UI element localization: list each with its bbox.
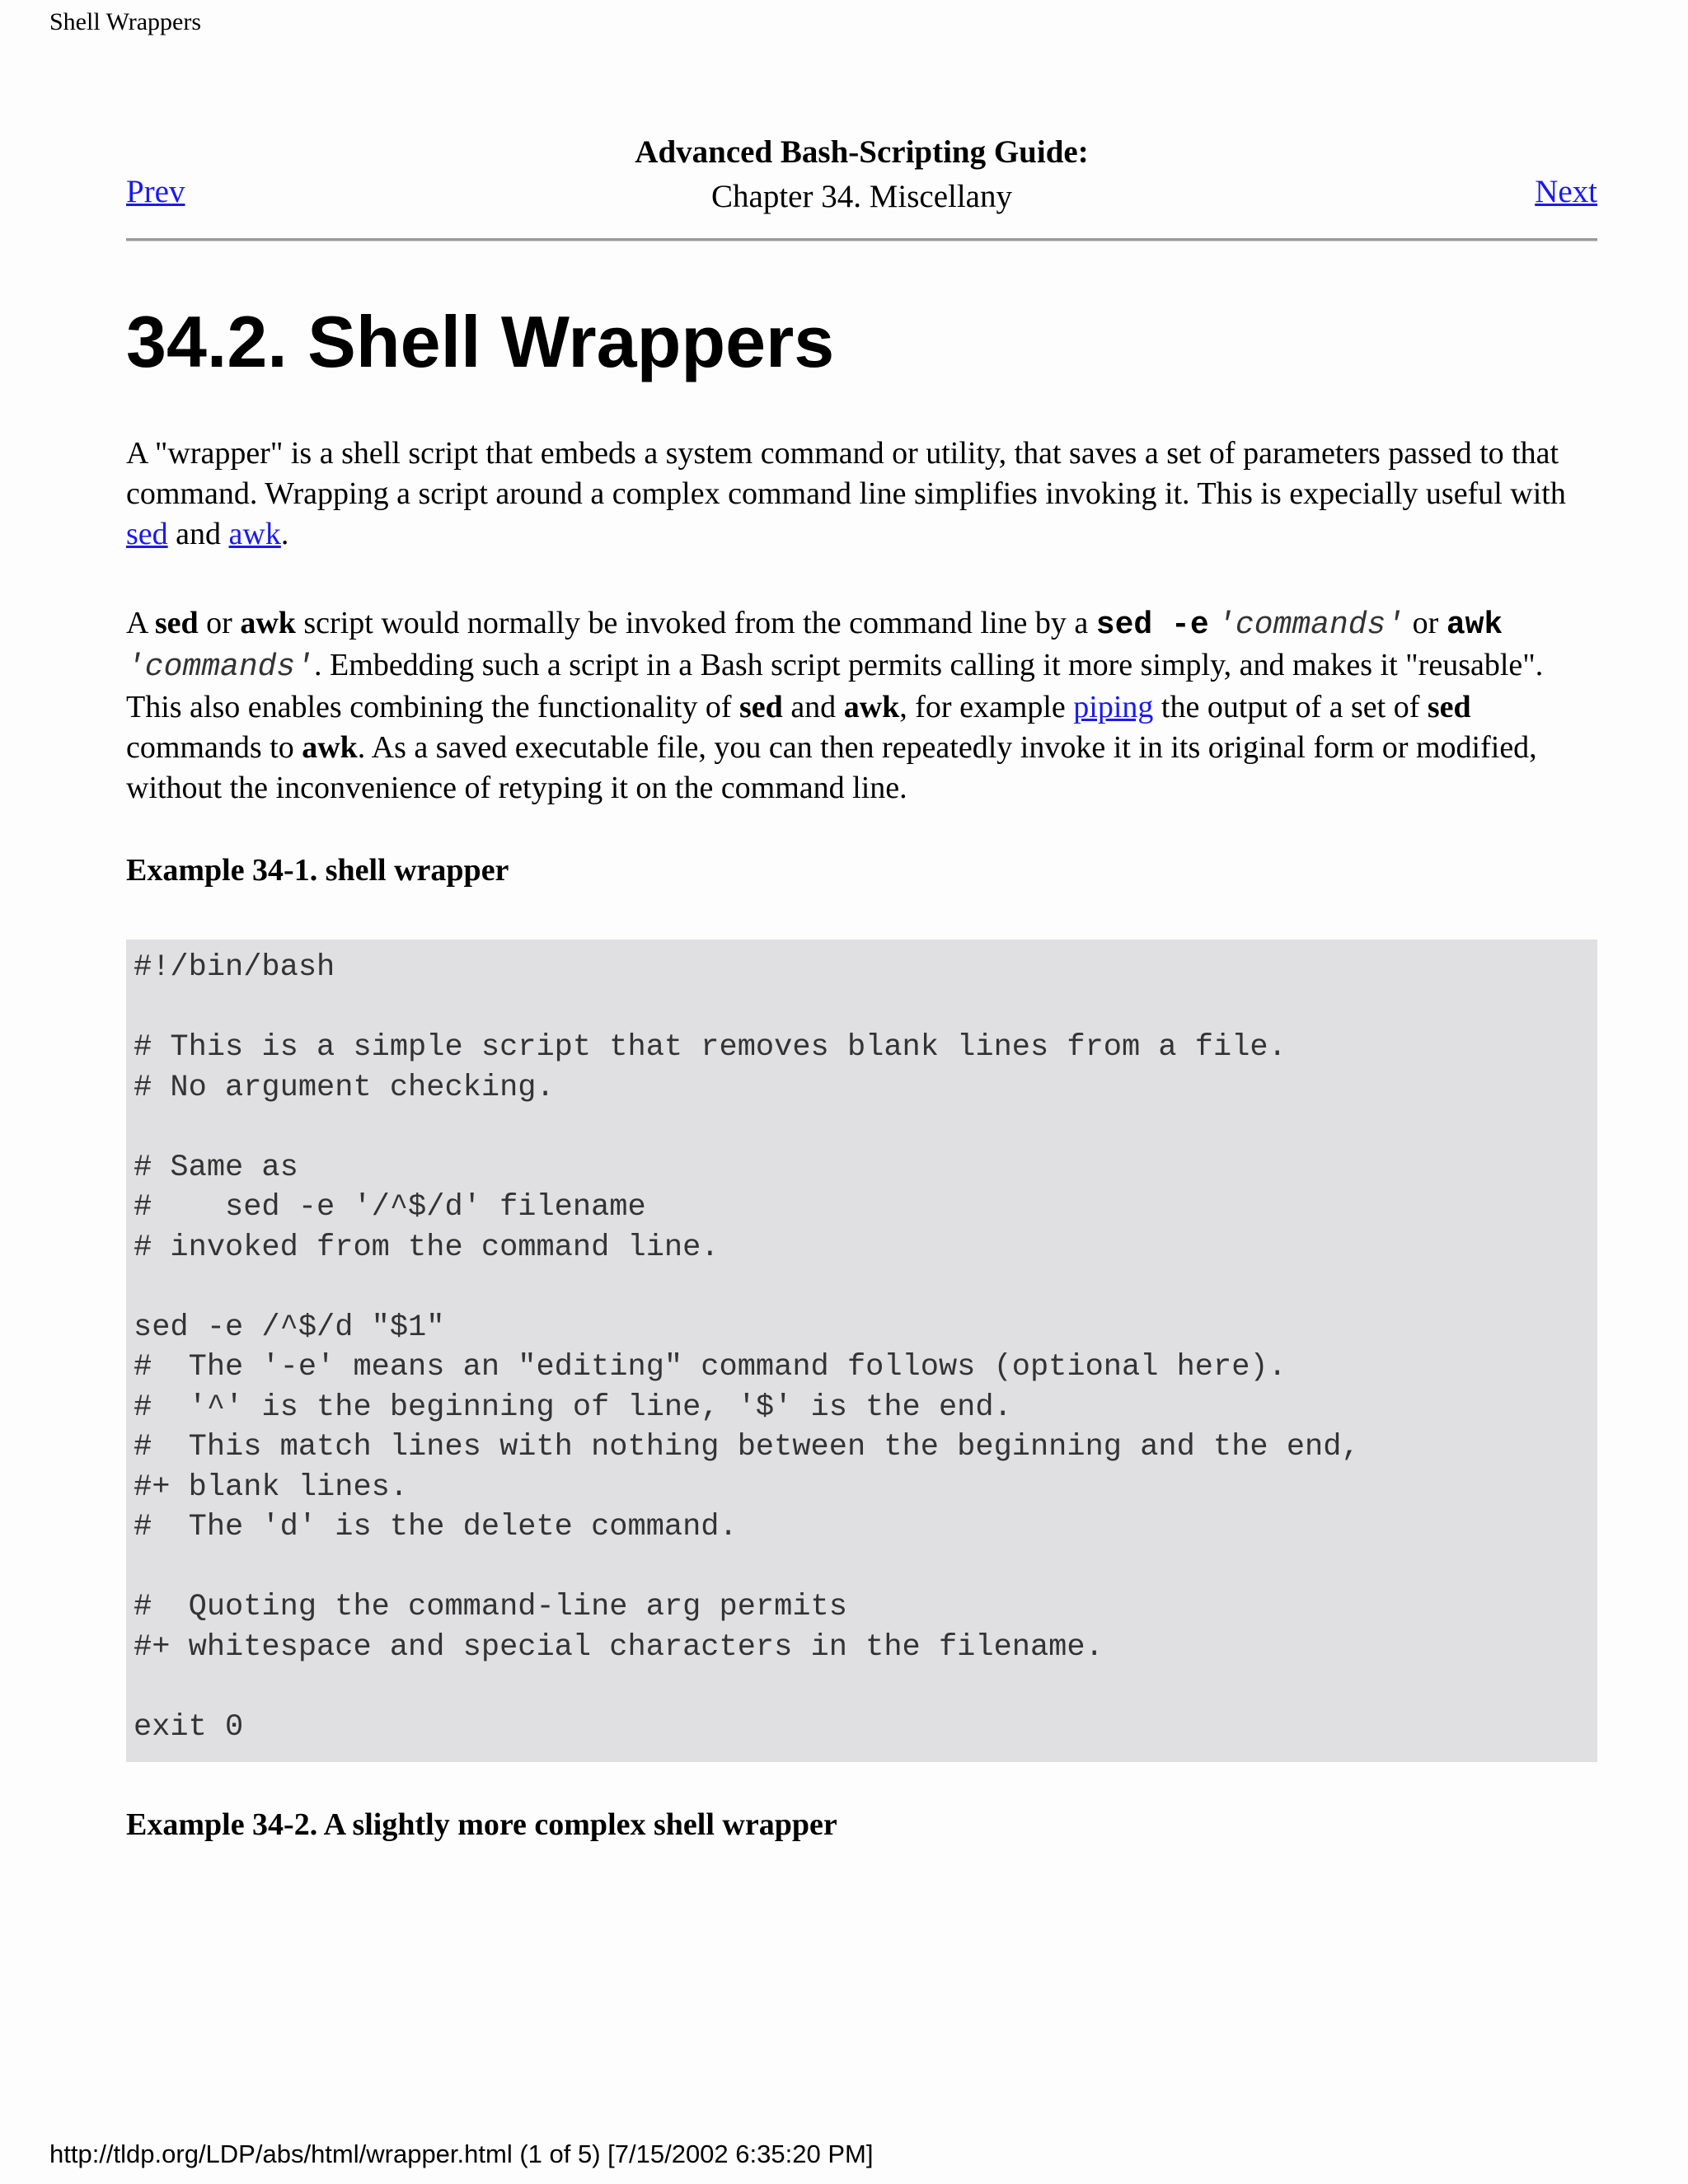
paragraph-text: commands to [126, 730, 302, 765]
guide-title: Advanced Bash-Scripting Guide: [635, 134, 1089, 170]
example-1-code-block [126, 940, 1597, 1762]
prev-link[interactable]: Prev [126, 174, 185, 209]
header-divider [126, 238, 1597, 241]
paragraph-text: A [126, 606, 155, 640]
inline-command: sed -e [1095, 607, 1209, 643]
sed-term: sed [1427, 690, 1471, 724]
section-title: 34.2. Shell Wrappers [126, 301, 835, 382]
paragraph-text: . As a saved executable file, you can then repeatedly invoke it in its original form or modified, without the inconvenience of retyping it on the command line. [126, 730, 1537, 805]
piping-link[interactable]: piping [1073, 690, 1154, 724]
example-1-title: Example 34-1. shell wrapper [126, 853, 509, 888]
next-link[interactable]: Next [1535, 174, 1597, 209]
awk-term: awk [843, 690, 900, 724]
print-header: Shell Wrappers [49, 8, 202, 35]
example-2-title: Example 34-2. A slightly more complex shell wrapper [126, 1807, 837, 1842]
awk-term: awk [302, 730, 358, 765]
paragraph-text: or [198, 606, 241, 640]
paragraph-text: . Embedding such a script in a Bash script permits calling it more simply, and makes it "reusable". This also enables combining the functionality of [126, 648, 1544, 724]
print-footer: http://tldp.org/LDP/abs/html/wrapper.html (1 of 5) [7/15/2002 6:35:20 PM] [49, 2139, 874, 2168]
usage-paragraph [126, 603, 1601, 808]
paragraph-text: . [280, 517, 289, 551]
intro-paragraph [126, 434, 1601, 555]
paragraph-text: or [1404, 606, 1447, 640]
paragraph-text: script would normally be invoked from the command line by a [295, 606, 1096, 640]
awk-link[interactable]: awk [228, 517, 281, 551]
awk-term: awk [240, 606, 296, 640]
chapter-title: Chapter 34. Miscellany [711, 179, 1012, 214]
inline-replaceable: 'commands' [1217, 607, 1405, 643]
paragraph-text: the output of a set of [1153, 690, 1428, 724]
navigation-header [126, 132, 1597, 241]
paragraph-text: and [782, 690, 844, 724]
paragraph-text: , for example [899, 690, 1074, 724]
example-1-code: #!/bin/bash # This is a simple script that removes blank lines from a file. # No argument checking. # Same as # sed -e '/^$/d' filename # invoked from the command line. sed -e /^$/d "$1" # The '-e' means an "editing" command follows (optional here). # '^' is the beginning of line, '$' is the end. # This match lines with nothing between the beginning and the end, #+ blank lines. # The 'd' is the delete command. # Quoting the command-line arg permits #+ whitespace and special characters in the filename. exit 0 [134, 950, 1360, 1745]
inline-command: awk [1446, 607, 1503, 643]
sed-term: sed [154, 606, 199, 640]
sed-term: sed [739, 690, 783, 724]
paragraph-text: A "wrapper" is a shell script that embeds a system command or utility, that saves a set of parameters passed to that command. Wrapping a script around a complex command line simplifies invoking it. This is expecially useful with [126, 436, 1566, 511]
sed-link[interactable]: sed [126, 517, 168, 551]
paragraph-text: and [167, 517, 229, 551]
inline-replaceable: 'commands' [126, 649, 315, 685]
